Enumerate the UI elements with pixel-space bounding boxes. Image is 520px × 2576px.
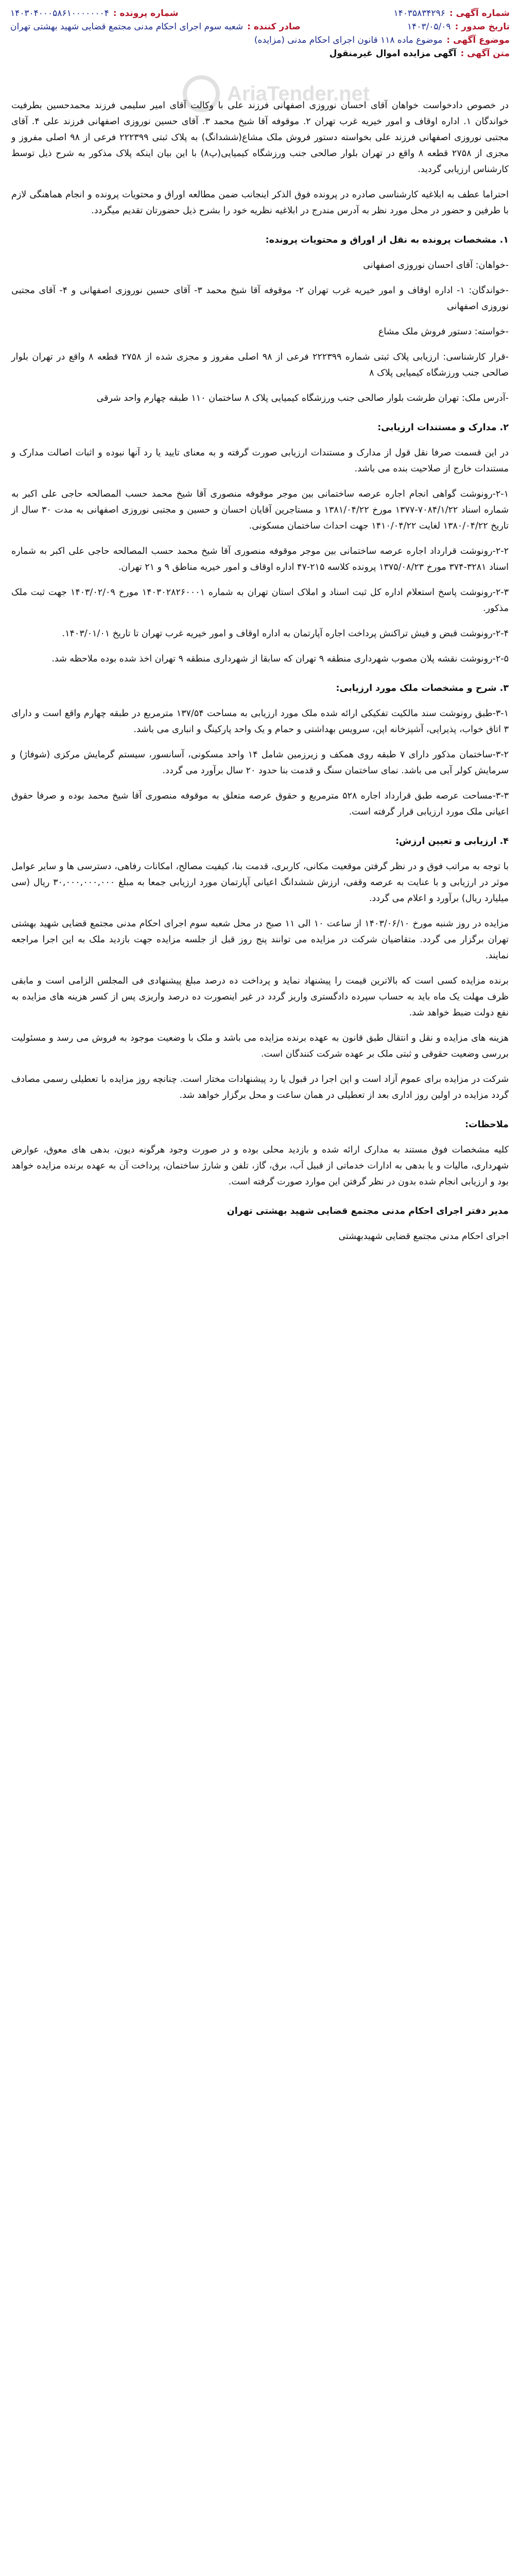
case-number-label: شماره پرونده :: [113, 8, 179, 19]
header-row-1: [10, 8, 510, 19]
case-number: ۱۴۰۳۰۴۰۰۰۵۸۶۱۰۰۰۰۰۰۰۴: [10, 8, 109, 19]
paragraph: -قرار کارشناسی: ارزیابی پلاک ثبتی شماره ۲۲۲۳۹۹ فرعی از ۹۸ اصلی مفروز و مجزی شده از ۲۷۵۸ قطعه ۸ واقع در تهران بلوار صالحی جنب ورزشگاه کیمیایی پلاک ۸: [11, 352, 509, 378]
issuer-label: صادر کننده :: [247, 22, 301, 32]
notice-number-label: شماره آگهی :: [449, 8, 510, 19]
subject: موضوع ماده ۱۱۸ قانون اجرای احکام مدنی (مزایده): [254, 35, 443, 45]
paragraph: -خواسته: دستور فروش ملک مشاع: [378, 327, 509, 337]
paragraph: اجرای احکام مدنی مجتمع قضایی شهیدبهشتی: [338, 1231, 509, 1242]
paragraph: ۱. مشخصات پرونده به نقل از اوراق و محتویات پرونده:: [265, 235, 509, 245]
paragraph: در خصوص دادخواست خواهان آقای احسان نوروزی اصفهانی فرزند علی با وکالت آقای امیر سلیمی فرزند محمدحسین بطرفیت خواندگان ۱. اداره اوقاف و امور خیریه غرب تهران ۲. موقوفه آقا شیخ محمد ۳. آقای حسین نوروزی اصفهانی فرزند علی ۴. آقای مجتبی نوروزی اصفهانی فرزند علی بخواسته دستور فروش ملک مشاع(ششدانگ) به پلاک ثبتی ۲۲۲۳۹۹ فرعی از ۹۸ اصلی مفروز و مجزی از ۲۷۵۸ قطعه ۸ واقع در تهران بلوار صالحی جنب ورزشگاه کیمیایی(پ۸) با این بیان اینکه پلاک مذکور به شرح ذیل توسط کارشناس ارزیابی گردید.: [11, 100, 509, 175]
paragraph: ۲-۴-رونوشت قبض و فیش تراکنش پرداخت اجاره آپارتمان به اداره اوقاف و امور خیریه غرب تهران تا تاریخ ۱۴۰۳/۰۱/۰۱.: [62, 629, 509, 639]
paragraph: ۳-۳-مساحت عرصه طبق قرارداد اجاره ۵۲۸ مترمربع و حقوق عرصه متعلق به موقوفه منصوری آقا شیخ محمد بوده و صرفا حقوق اعیانی ملک مورد ارزیابی قرار گرفته است.: [11, 791, 509, 817]
paragraph: ۲-۳-رونوشت پاسخ استعلام اداره کل ثبت اسناد و املاک استان تهران به شماره ۱۴۰۳۰۲۸۲۶۰۰۰۱ مورخ ۱۴۰۳/۰۲/۰۹ جهت ثبت ملک مذکور.: [11, 587, 509, 614]
paragraph: در این قسمت صرفا نقل قول از مدارک و مستندات ارزیابی صورت گرفته و به معنای تایید یا رد آنها نبوده و اثبات اصالت مدارک و مستندات خارج از صلاحیت بنده می باشد.: [11, 448, 509, 474]
paragraph: -خواهان: آقای احسان نوروزی اصفهانی: [363, 260, 509, 270]
subject-label: موضوع آگهی :: [446, 35, 510, 45]
paragraph: -آدرس ملک: تهران طرشت بلوار صالحی جنب ورزشگاه کیمیایی پلاک ۸ ساختمان ۱۱۰ طبقه چهارم واحد شرقی: [96, 393, 509, 403]
header-row-2: [10, 22, 510, 32]
paragraph: -خواندگان: ۱- اداره اوقاف و امور خیریه غرب تهران ۲- موقوفه آقا شیخ محمد ۳- آقای حسین نوروزی اصفهانی و ۴- آقای مجتبی نوروزی اصفهانی: [11, 285, 509, 312]
paragraph: مدیر دفتر اجرای احکام مدنی مجتمع قضایی شهید بهشتی تهران: [227, 1206, 509, 1216]
notice-body: [11, 98, 509, 1254]
paragraph: برنده مزایده کسی است که بالاترین قیمت را پیشنهاد نماید و پرداخت ده درصد مبلغ پیشنهادی فی المجلس الزامی است و مابقی ظرف مهلت یک ماه باید به حساب سپرده دادگستری واریز گردد در غیر اینصورت ده درصد واریزی پس از کسر هزینه های مزایده به نفع دولت ضبط خواهد شد.: [11, 976, 509, 1018]
issue-date-label: تاریخ صدور :: [455, 22, 510, 32]
issue-date: ۱۴۰۳/۰۵/۰۹: [407, 22, 451, 32]
notice-header: [10, 5, 510, 62]
paragraph: کلیه مشخصات فوق مستند به مدارک ارائه شده و بازدید محلی بوده و در صورت وجود هرگونه دیون، بدهی های معوق، عوارض شهرداری، مالیات و یا بدهی به ادارات خدماتی از قبیل آب، برق، گاز، تلفن و شارژ ساختمان، پرداخت آن به عهده برنده مزایده خواهد بود و ارزیابی انجام شده بدون در نظر گرفتن این موارد صورت گرفته است.: [11, 1145, 509, 1187]
paragraph: شرکت در مزایده برای عموم آزاد است و این اجرا در قبول یا رد پیشنهادات مختار است. چنانچه روز مزایده با تعطیلی رسمی مصادف گردد مزایده در اولین روز اداری بعد از تعطیلی در همان ساعت و محل برگزار خواهد شد.: [11, 1074, 509, 1100]
notice-title: آگهی مزایده اموال غیرمنقول: [329, 48, 457, 59]
header-row-3: [10, 35, 510, 45]
notice-number: ۱۴۰۳۵۸۳۴۲۹۶: [393, 8, 445, 19]
paragraph: ۳-۱-طبق رونوشت سند مالکیت تفکیکی ارائه شده ملک مورد ارزیابی به مساحت ۱۳۷/۵۴ مترمربع در طبقه چهارم واقع است و دارای ۳ اتاق خواب، پذیرایی، آشپزخانه اپن، سرویس بهداشتی و حمام و یک واحد پارکینگ و انباری می باشد.: [11, 708, 509, 735]
paragraph: ۲-۱-رونوشت گواهی انجام اجاره عرصه ساختمانی بین موجر موقوفه منصوری آقا شیخ محمد حسب المصالحه حاجی علی اکبر به شماره اسناد ۷۰۸۴/۱/۲۲-۱۳۷۷ مورخ ۱۳۸۱/۰۴/۲۲ و مستاجرین آقایان احسان و حسین و مجتبی نوروزی اصفهانی به مدت ۳۰ سال از تاریخ ۱۳۸۰/۰۴/۲۲ لغایت ۱۴۱۰/۰۴/۲۲ جهت احداث ساختمان مسکونی.: [11, 489, 509, 531]
paragraph: احتراما عطف به ابلاغیه کارشناسی صادره در پرونده فوق الذکر اینجانب ضمن مطالعه اوراق و محتویات پرونده و انجام هماهنگی لازم با طرفین و حضور در محل مورد نظر به آدرس مندرج در ابلاغیه نظریه خود را بشرح ذیل حضورتان تقدیم میگردد.: [11, 190, 509, 216]
paragraph: با توجه به مراتب فوق و در نظر گرفتن موقعیت مکانی، کاربری، قدمت بنا، کیفیت مصالح، امکانات رفاهی، دسترسی ها و سایر عوامل موثر در ارزیابی و با عنایت به عرصه وقفی، ارزش ششدانگ اعیانی آپارتمان مورد ارزیابی جمعا به مبلغ ۳۰,۰۰۰,۰۰۰,۰۰۰ ریال (سی میلیارد ریال) برآورد و اعلام می گردد.: [11, 861, 509, 904]
paragraph: ۲. مدارک و مستندات ارزیابی:: [377, 422, 509, 433]
paragraph: ۳-۲-ساختمان مذکور دارای ۷ طبقه روی همکف و زیرزمین شامل ۱۴ واحد مسکونی، آسانسور، سیستم گرمایش مرکزی (شوفاژ) و سرمایش کولر آبی می باشد. نمای ساختمان سنگ و قدمت بنا حدود ۲۰ سال برآورد می گردد.: [11, 750, 509, 776]
text-label: متن آگهی :: [460, 48, 510, 59]
issuer: شعبه سوم اجرای احکام مدنی مجتمع قضایی شهید بهشتی تهران: [10, 22, 244, 32]
paragraph: ملاحظات:: [465, 1120, 509, 1130]
header-row-4: [10, 48, 510, 59]
watermark-text: AriaTender.net: [227, 82, 370, 105]
paragraph: ۴. ارزیابی و تعیین ارزش:: [395, 836, 509, 846]
paragraph: ۳. شرح و مشخصات ملک مورد ارزیابی:: [336, 683, 509, 693]
paragraph: ۲-۵-رونوشت نقشه پلان مصوب شهرداری منطقه ۹ تهران که سابقا از شهرداری منطقه ۹ تهران اخذ شده بوده ملاحظه شد.: [51, 654, 509, 664]
paragraph: ۲-۲-رونوشت قرارداد اجاره عرصه ساختمانی بین موجر موقوفه منصوری آقا شیخ محمد حسب المصالحه حاجی علی اکبر به شماره اسناد ۳۲۸۱-۳۷۴ مورخ ۱۳۷۵/۰۸/۲۳ پرونده کلاسه ۲۱۵-۴۷ اداره اوقاف و امور خیریه مناطق ۹ و ۲۱ تهران.: [11, 546, 509, 572]
paragraph: هزینه های مزایده و نقل و انتقال طبق قانون به عهده برنده مزایده می باشد و ملک با وضعیت موجود به فروش می رسد و مسئولیت بررسی وضعیت حقوقی و ثبتی ملک بر عهده شرکت کنندگان است.: [11, 1033, 509, 1059]
paragraph: مزایده در روز شنبه مورخ ۱۴۰۳/۰۶/۱۰ از ساعت ۱۰ الی ۱۱ صبح در محل شعبه سوم اجرای احکام مدنی مجتمع قضایی شهید بهشتی تهران برگزار می گردد. متقاضیان شرکت در مزایده می توانند پنج روز قبل از جلسه مزایده جهت بازدید ملک به این اجرا مراجعه نمایند.: [11, 919, 509, 961]
